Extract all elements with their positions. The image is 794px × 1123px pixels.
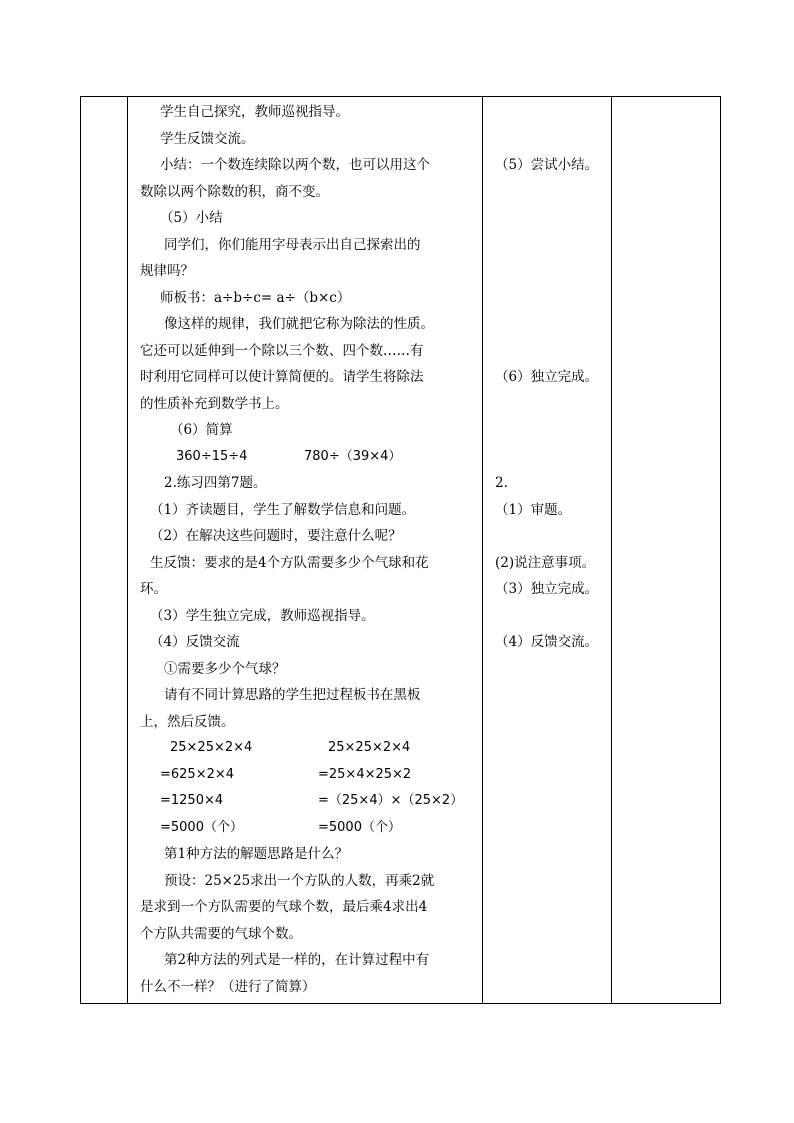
calc-row bbox=[128, 815, 482, 842]
student-activity-cell bbox=[483, 97, 612, 1004]
text-line: （3）学生独立完成，教师巡视指导。 bbox=[150, 607, 375, 624]
student-step: （6）独立完成。 bbox=[495, 369, 599, 385]
text-line: 像这样的规律，我们就把它称为除法的性质。 bbox=[164, 316, 434, 332]
text-line: 同学们，你们能用字母表示出自己探索出的 bbox=[164, 236, 421, 253]
text-line: 学生自己探究，教师巡视指导。 bbox=[160, 104, 349, 120]
text-line: 什么不一样？（进行了简算） bbox=[140, 978, 316, 995]
calc-step-right: 25×25×2×4 bbox=[328, 740, 411, 755]
text-line: 第1种方法的解题思路是什么？ bbox=[164, 846, 349, 862]
calc-step-left: 25×25×2×4 bbox=[170, 740, 253, 755]
text-line: 个方队共需要的气球个数。 bbox=[140, 925, 302, 942]
text-line: 上，然后反馈。 bbox=[140, 713, 235, 730]
student-step: （5）尝试小结。 bbox=[495, 157, 599, 173]
section-heading: （5）小结 bbox=[160, 210, 223, 226]
section-heading: （6）简算 bbox=[170, 422, 233, 438]
text-line: 的性质补充到数学书上。 bbox=[140, 395, 289, 412]
text-line: 师板书：a÷b÷c= a÷（b×c） bbox=[160, 289, 351, 306]
student-step: (2)说注意事项。 bbox=[495, 554, 596, 571]
calc-step-right: =25×4×25×2 bbox=[318, 766, 412, 782]
student-step: （4）反馈交流。 bbox=[495, 634, 599, 650]
text-line: （1）齐读题目，学生了解数学信息和问题。 bbox=[150, 501, 416, 518]
text-line: 它还可以延伸到一个除以三个数、四个数……有 bbox=[140, 342, 424, 359]
text-line: 预设：25×25求出一个方队的人数，再乘2就 bbox=[164, 872, 435, 889]
calc-row bbox=[128, 735, 482, 762]
text-line: （2）在解决这些问题时，要注意什么呢？ bbox=[150, 528, 402, 544]
calc-step-left: =625×2×4 bbox=[160, 766, 235, 782]
text-line: （4）反馈交流 bbox=[150, 634, 240, 650]
blank-right-cell bbox=[612, 97, 721, 1004]
text-line: 数除以两个除数的积，商不变。 bbox=[140, 183, 329, 200]
lesson-table bbox=[80, 96, 721, 1004]
student-step: （3）独立完成。 bbox=[495, 581, 599, 597]
text-line: 生反馈：要求的是4个方队需要多少个气球和花 bbox=[150, 554, 429, 571]
text-line: 规律吗？ bbox=[140, 263, 194, 279]
calc-step-left: =5000（个） bbox=[160, 819, 243, 835]
text-line: 请有不同计算思路的学生把过程板书在黑板 bbox=[164, 687, 421, 703]
text-line: 环。 bbox=[140, 581, 167, 597]
exercise-row bbox=[128, 444, 482, 471]
calc-row bbox=[128, 788, 482, 815]
text-line: 2.练习四第7题。 bbox=[164, 475, 267, 491]
student-step: （1）审题。 bbox=[495, 501, 572, 518]
calc-step-right: =（25×4）×（25×2） bbox=[318, 793, 464, 808]
text-line: 学生反馈交流。 bbox=[160, 130, 255, 147]
calc-step-left: =1250×4 bbox=[160, 793, 224, 808]
blank-left-cell bbox=[81, 97, 128, 1004]
text-line: 小结：一个数连续除以两个数，也可以用这个 bbox=[160, 157, 430, 173]
text-line: 是求到一个方队需要的气球个数，最后乘4求出4 bbox=[140, 899, 428, 915]
text-line: 第2种方法的列式是一样的，在计算过程中有 bbox=[164, 952, 430, 968]
calc-row bbox=[128, 762, 482, 789]
text-line: ①需要多少个气球？ bbox=[164, 660, 286, 677]
exercise-item: 780÷（39×4） bbox=[304, 448, 402, 464]
exercise-item: 360÷15÷4 bbox=[176, 448, 248, 464]
teacher-activity-cell bbox=[128, 97, 483, 1004]
text-line: 时利用它同样可以使计算简便的。请学生将除法 bbox=[140, 369, 424, 385]
student-step: 2. bbox=[495, 475, 508, 491]
calc-step-right: =5000（个） bbox=[318, 819, 401, 835]
